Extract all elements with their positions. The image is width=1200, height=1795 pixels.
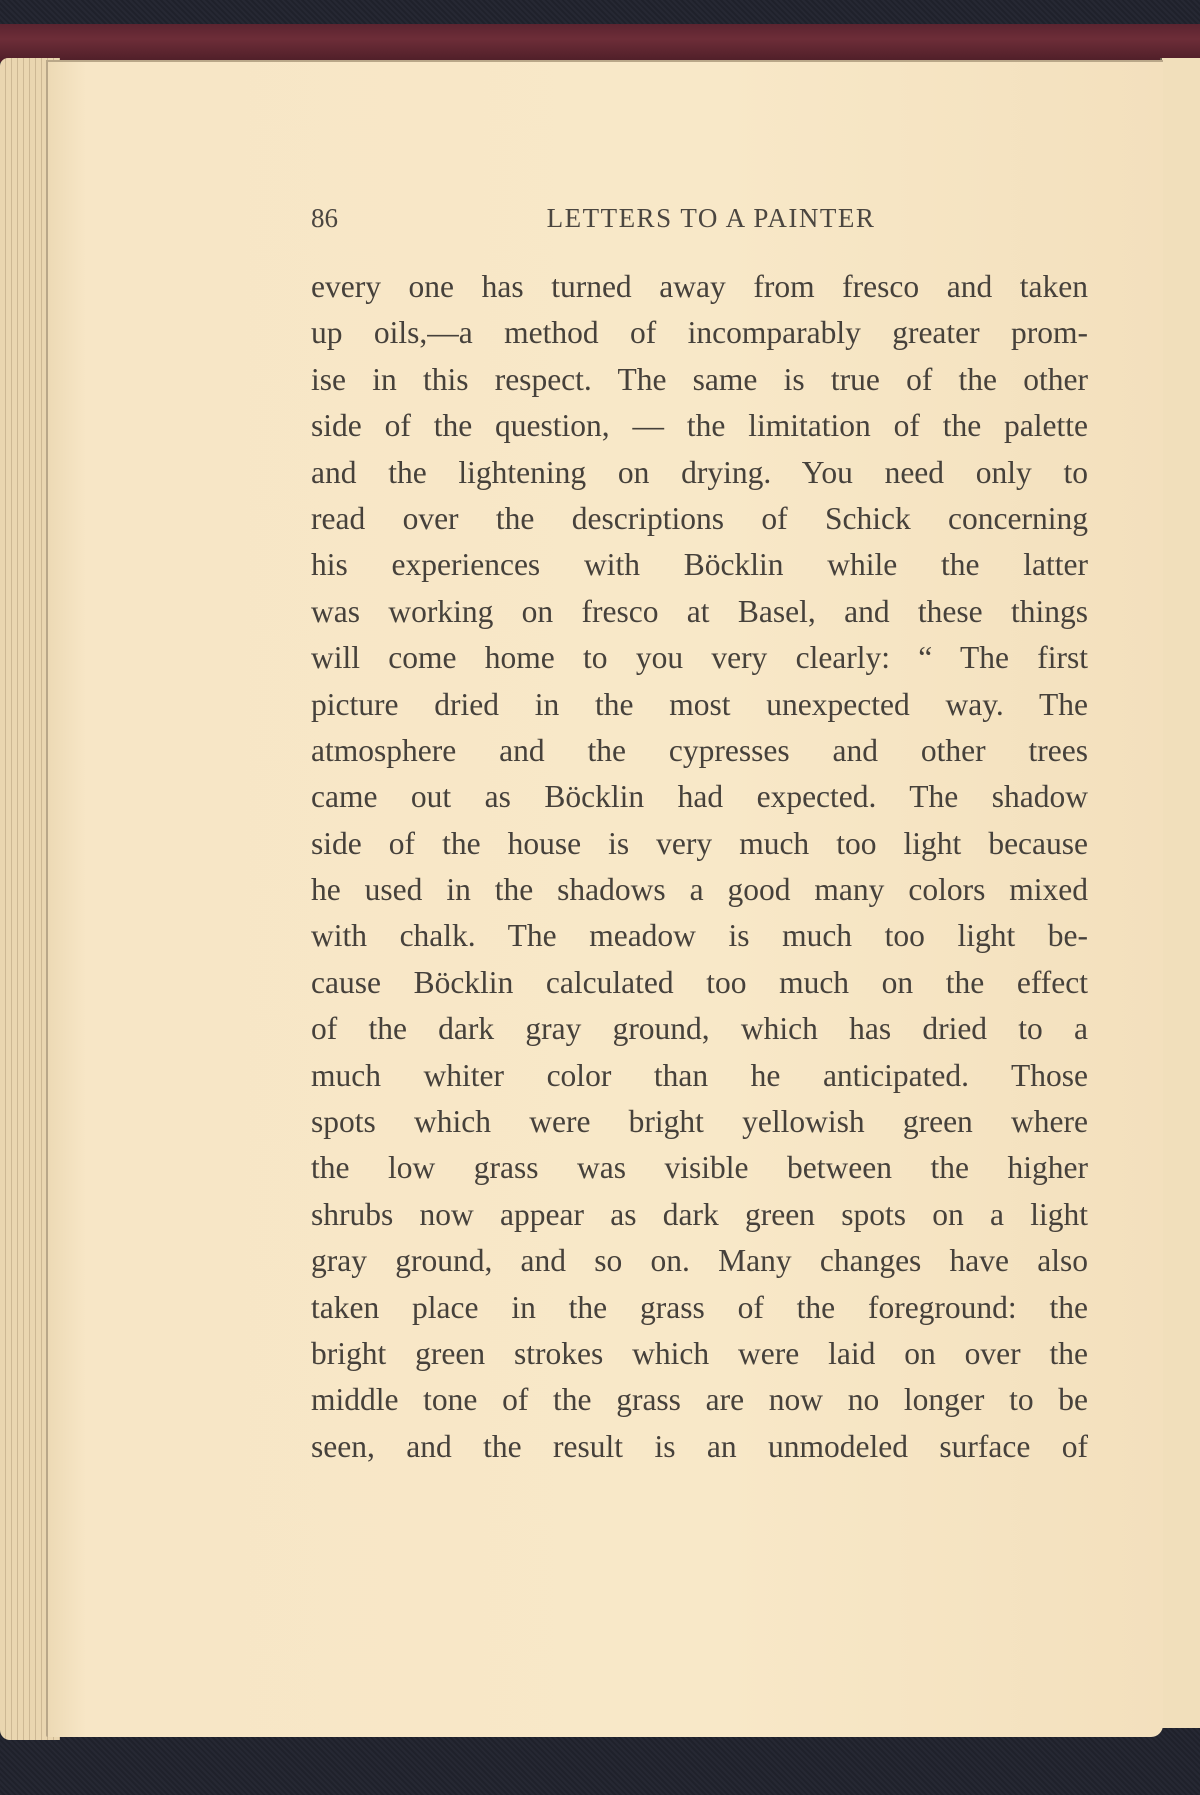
page-number: 86	[311, 203, 338, 233]
text-line: ise in this respect. The same is true of the other	[311, 361, 1088, 397]
text-line: cause Böcklin calculated too much on the effect	[311, 964, 1088, 1000]
text-line: his experiences with Böcklin while the latter	[311, 547, 1088, 583]
body-text	[311, 264, 1088, 1470]
text-line: came out as Böcklin had expected. The shadow	[311, 779, 1088, 815]
text-line: was working on fresco at Basel, and these things	[311, 593, 1088, 629]
text-line: will come home to you very clearly: “ The first	[311, 640, 1088, 676]
text-line: every one has turned away from fresco and taken	[311, 269, 1088, 304]
text-line: atmosphere and the cypresses and other trees	[311, 732, 1088, 768]
page-stack-right	[1160, 58, 1200, 1728]
text-line: taken place in the grass of the foreground: the	[311, 1289, 1088, 1325]
book-cover-edge	[0, 24, 1200, 62]
text-line: of the dark gray ground, which has dried to a	[311, 1011, 1088, 1047]
page-header	[311, 203, 1088, 239]
text-line: bright green strokes which were laid on over the	[311, 1335, 1088, 1371]
text-line: seen, and the result is an unmodeled surface of	[311, 1428, 1088, 1464]
text-line: middle tone of the grass are now no longer to be	[311, 1382, 1088, 1418]
text-line: read over the descriptions of Schick concerning	[311, 500, 1088, 536]
text-line: side of the house is very much too light because	[311, 825, 1088, 861]
text-line: shrubs now appear as dark green spots on a light	[311, 1196, 1088, 1232]
text-line: he used in the shadows a good many colors mixed	[311, 872, 1088, 908]
text-line: spots which were bright yellowish green where	[311, 1104, 1088, 1140]
text-line: much whiter color than he anticipated. Those	[311, 1057, 1088, 1093]
running-title: LETTERS TO A PAINTER	[546, 203, 876, 233]
text-line: with chalk. The meadow is much too light be-	[311, 918, 1088, 954]
text-line: picture dried in the most unexpected way. The	[311, 686, 1088, 722]
text-line: gray ground, and so on. Many changes have also	[311, 1243, 1088, 1279]
text-line: up oils,—a method of incomparably greater prom-	[311, 315, 1088, 351]
text-line: the low grass was visible between the higher	[311, 1150, 1088, 1186]
text-line: side of the question, — the limitation of the palette	[311, 408, 1088, 444]
text-line: and the lightening on drying. You need only to	[311, 454, 1088, 490]
